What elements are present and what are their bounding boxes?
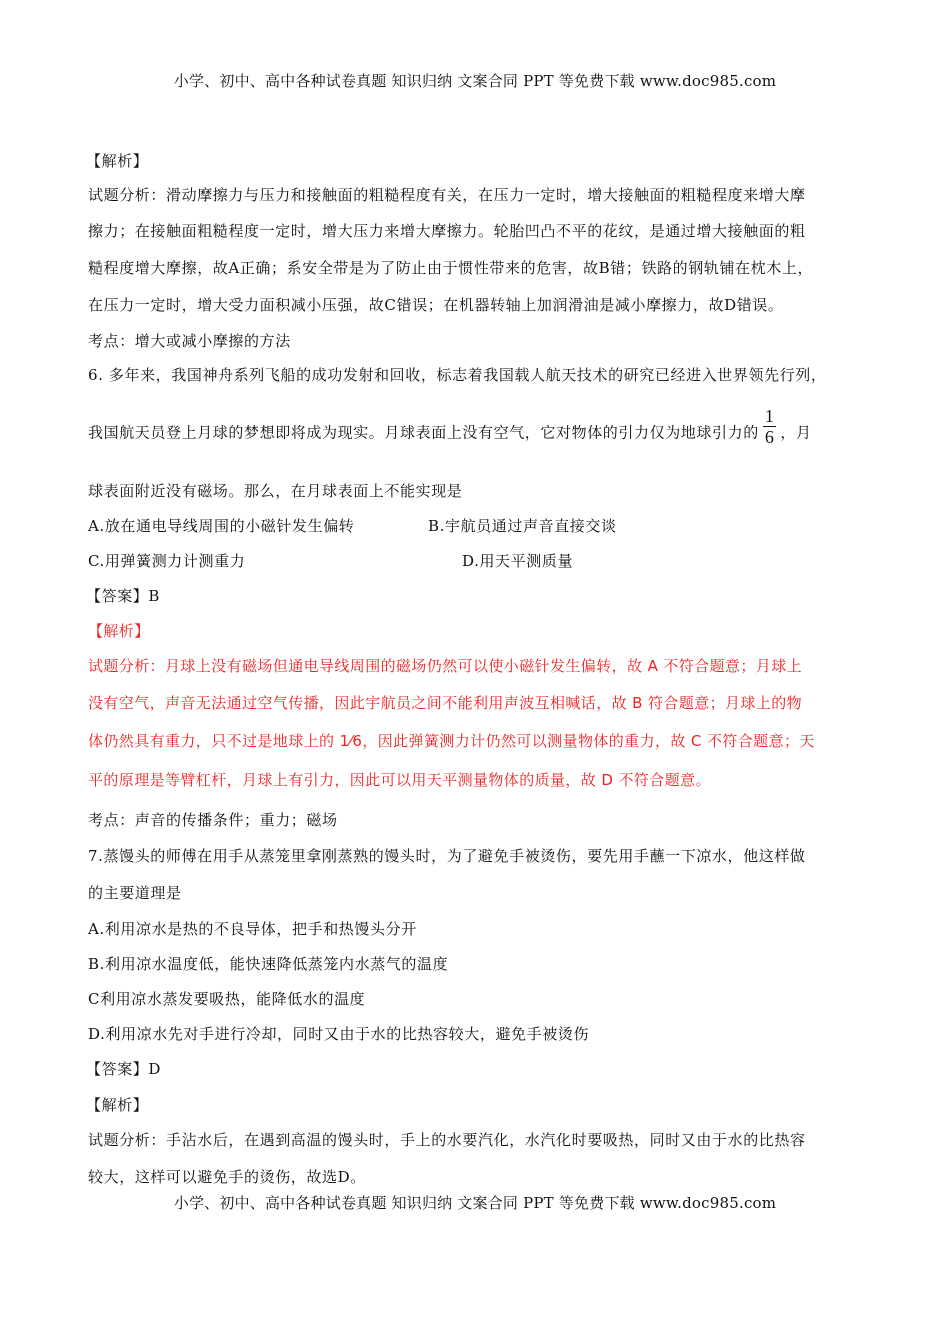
q7-option-b: B.利用凉水温度低，能快速降低蒸笼内水蒸气的温度 [88,955,449,973]
page-header: 小学、初中、高中各种试卷真题 知识归纳 文案合同 PPT 等免费下载 www.doc985.com [173,72,777,90]
q6-stem-line-2-after: ，月 [780,423,812,442]
q6-stem-line-2 [88,406,812,447]
q5-key-point: 考点：增大或减小摩擦的方法 [88,332,291,350]
q5-analysis-label: 【解析】 [86,152,149,170]
q7-option-c: C利用凉水蒸发要吸热，能降低水的温度 [88,990,366,1008]
q6-stem-line-1: 6. 多年来，我国神舟系列飞船的成功发射和回收，标志着我国载人航天技术的研究已经进入世界领先行列， [88,366,827,384]
q6-option-c: C.用弹簧测力计测重力 [88,552,246,570]
q5-analysis-line-4: 在压力一定时，增大受力面积减小压强，故C错误；在机器转轴上加润滑油是减小摩擦力，故D错误。 [88,296,784,314]
q7-option-a: A.利用凉水是热的不良导体，把手和热馒头分开 [88,920,417,938]
q7-analysis-line-1: 试题分析：手沾水后，在遇到高温的馒头时，手上的水要汽化，水汽化时要吸热，同时又由于水的比热容 [88,1131,806,1149]
q5-analysis-line-2: 擦力；在接触面粗糙程度一定时，增大压力来增大摩擦力。轮胎凹凸不平的花纹，是通过增大接触面的粗 [88,222,806,240]
q6-stem-line-3: 球表面附近没有磁场。那么，在月球表面上不能实现是 [88,482,463,500]
q7-stem-line-1: 7.蒸馒头的师傅在用手从蒸笼里拿刚蒸熟的馒头时，为了避免手被烫伤，要先用手蘸一下凉水，他这样做 [88,847,806,865]
q7-analysis-label: 【解析】 [86,1096,149,1114]
q6-analysis-line-2: 没有空气，声音无法通过空气传播，因此宇航员之间不能利用声波互相喊话，故 B 符合题意；月球上的物 [88,694,803,712]
q6-analysis-line-3: 体仍然具有重力，只不过是地球上的 1⁄6，因此弹簧测力计仍然可以测量物体的重力，故 C 不符合题意；天 [88,732,815,750]
fraction-denominator: 6 [764,427,775,447]
q6-option-a: A.放在通电导线周围的小磁针发生偏转 [88,517,355,535]
q6-stem-line-2-before: 我国航天员登上月球的梦想即将成为现实。月球表面上没有空气，它对物体的引力仅为地球引力的 [88,423,759,442]
page-footer: 小学、初中、高中各种试卷真题 知识归纳 文案合同 PPT 等免费下载 www.doc985.com [173,1194,777,1212]
q6-option-d: D.用天平测质量 [462,552,574,570]
q7-analysis-line-2: 较大，这样可以避免手的烫伤，故选D。 [88,1168,366,1186]
q5-analysis-line-3: 糙程度增大摩擦，故A正确；系安全带是为了防止由于惯性带来的危害，故B错；铁路的钢轨铺在枕木上， [88,259,814,277]
q5-analysis-line-1: 试题分析：滑动摩擦力与压力和接触面的粗糙程度有关，在压力一定时，增大接触面的粗糙程度来增大摩 [88,186,806,204]
fraction-numerator: 1 [764,406,775,426]
q6-option-b: B.宇航员通过声音直接交谈 [428,517,617,535]
q6-answer: 【答案】B [86,587,161,605]
q6-analysis-line-4: 平的原理是等臂杠杆，月球上有引力，因此可以用天平测量物体的质量，故 D 不符合题意。 [88,771,711,789]
q6-analysis-label: 【解析】 [88,622,150,640]
q7-answer: 【答案】D [86,1060,162,1078]
q6-analysis-line-1: 试题分析：月球上没有磁场但通电导线周围的磁场仍然可以使小磁针发生偏转，故 A 不符合题意；月球上 [88,657,803,675]
q7-stem-line-2: 的主要道理是 [88,884,182,902]
fraction-one-sixth [763,406,777,447]
q7-option-d: D.利用凉水先对手进行冷却，同时又由于水的比热容较大，避免手被烫伤 [88,1025,590,1043]
q6-key-point: 考点：声音的传播条件；重力；磁场 [88,811,338,829]
